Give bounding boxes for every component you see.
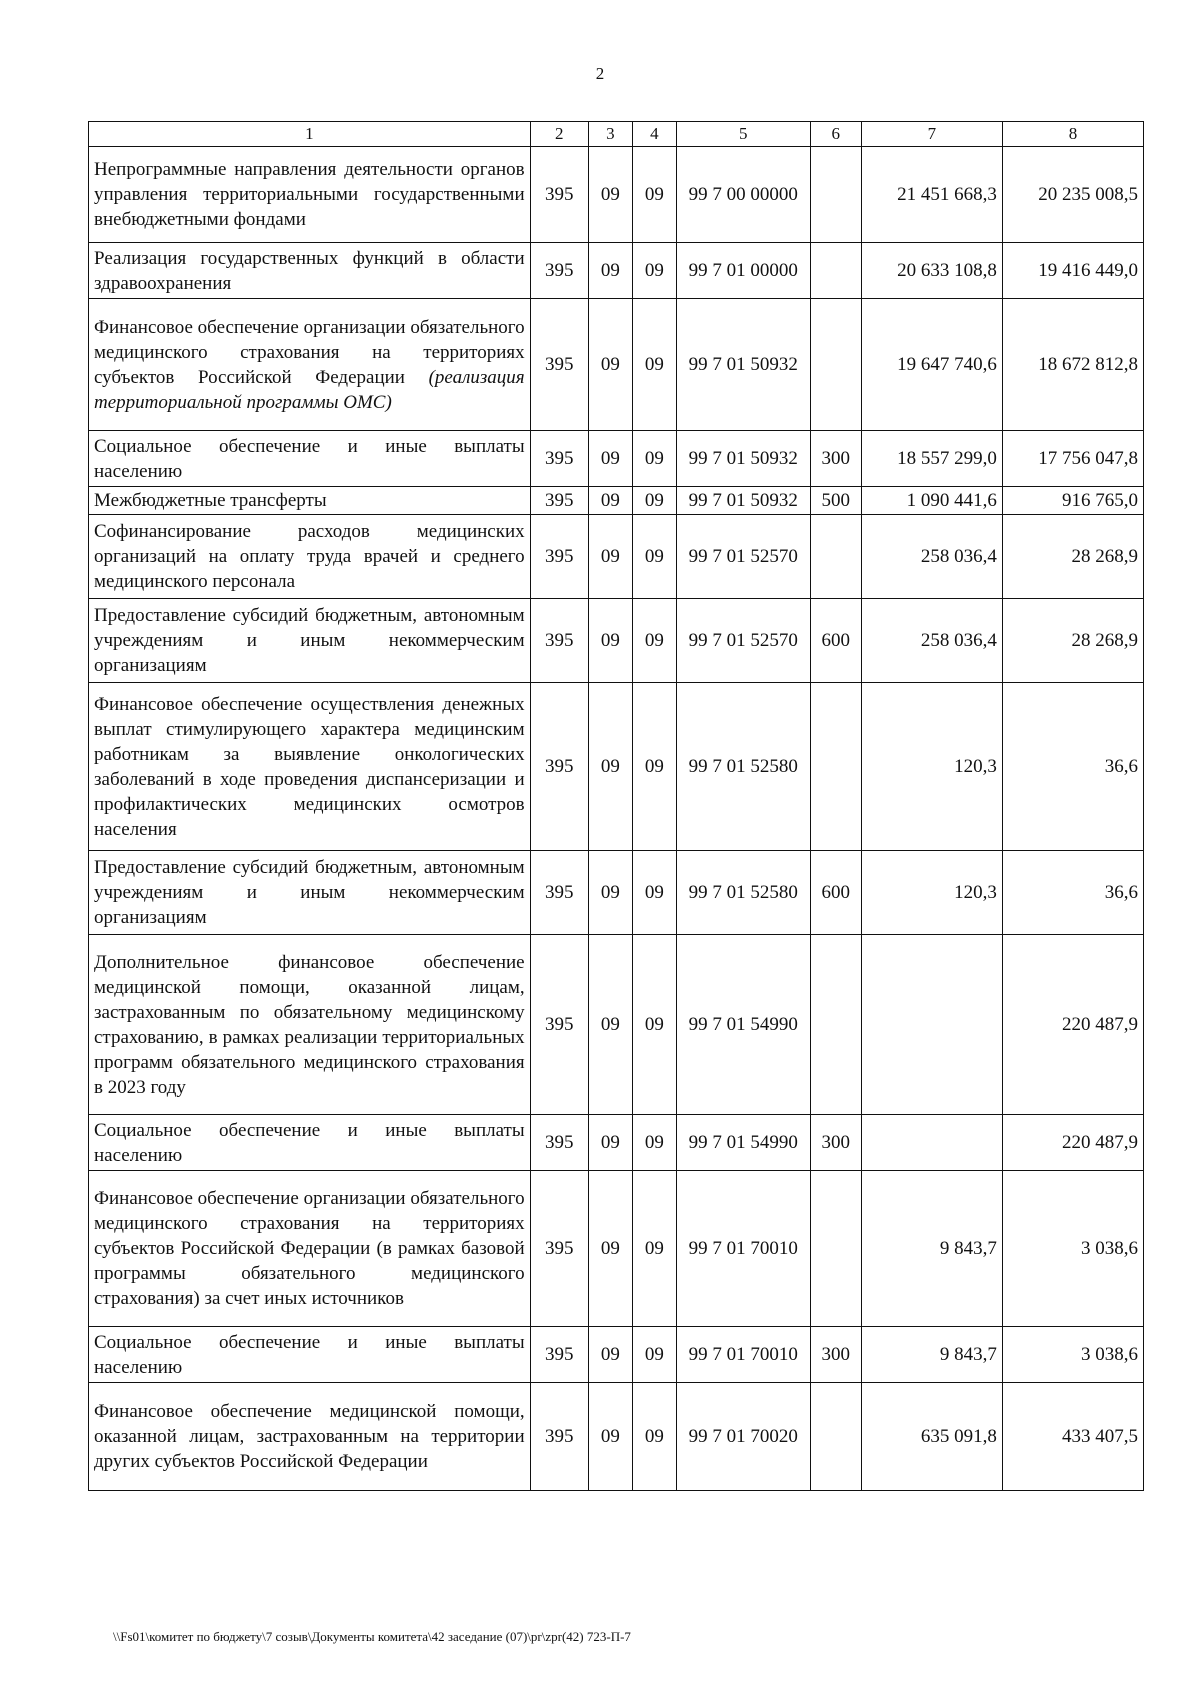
row-name-cell bbox=[89, 1171, 531, 1327]
section-code-cell: 09 bbox=[588, 935, 632, 1115]
amount-cell bbox=[861, 1115, 1002, 1171]
amount-cell: 258 036,4 bbox=[861, 515, 1002, 599]
ministry-code-cell: 395 bbox=[530, 147, 588, 243]
target-article-cell: 99 7 01 70020 bbox=[676, 1383, 810, 1491]
ministry-code-cell: 395 bbox=[530, 487, 588, 515]
target-article-cell: 99 7 01 70010 bbox=[676, 1171, 810, 1327]
section-code-cell: 09 bbox=[588, 243, 632, 299]
ministry-code-cell: 395 bbox=[530, 243, 588, 299]
target-article-cell: 99 7 01 52570 bbox=[676, 599, 810, 683]
ministry-code-cell: 395 bbox=[530, 1383, 588, 1491]
ministry-code-cell: 395 bbox=[530, 1115, 588, 1171]
subsection-code-cell: 09 bbox=[632, 1327, 676, 1383]
section-code-cell: 09 bbox=[588, 683, 632, 851]
target-article-cell: 99 7 01 52580 bbox=[676, 683, 810, 851]
amount-cell: 28 268,9 bbox=[1002, 515, 1143, 599]
expense-type-cell: 500 bbox=[810, 487, 861, 515]
column-header: 3 bbox=[588, 122, 632, 147]
row-name-cell bbox=[89, 487, 531, 515]
target-article-cell: 99 7 01 00000 bbox=[676, 243, 810, 299]
expense-type-cell: 300 bbox=[810, 1115, 861, 1171]
target-article-cell: 99 7 01 50932 bbox=[676, 431, 810, 487]
target-article-cell: 99 7 01 50932 bbox=[676, 299, 810, 431]
target-article-cell: 99 7 01 50932 bbox=[676, 487, 810, 515]
budget-table bbox=[88, 121, 1144, 1491]
table-row bbox=[89, 1115, 1144, 1171]
table-row bbox=[89, 487, 1144, 515]
table-row bbox=[89, 243, 1144, 299]
ministry-code-cell: 395 bbox=[530, 299, 588, 431]
ministry-code-cell: 395 bbox=[530, 1327, 588, 1383]
row-name-cell bbox=[89, 1115, 531, 1171]
expense-type-cell: 300 bbox=[810, 431, 861, 487]
section-code-cell: 09 bbox=[588, 851, 632, 935]
row-name-cell bbox=[89, 299, 531, 431]
row-name: Финансовое обеспечение организации обязательного медицинского страхования на территориях субъектов Российской Федерации bbox=[94, 316, 525, 388]
target-article-cell: 99 7 01 70010 bbox=[676, 1327, 810, 1383]
row-name: Межбюджетные трансферты bbox=[94, 490, 327, 511]
expense-type-cell bbox=[810, 147, 861, 243]
amount-cell: 220 487,9 bbox=[1002, 935, 1143, 1115]
amount-cell: 258 036,4 bbox=[861, 599, 1002, 683]
table-body bbox=[89, 147, 1144, 1491]
expense-type-cell bbox=[810, 1171, 861, 1327]
section-code-cell: 09 bbox=[588, 431, 632, 487]
section-code-cell: 09 bbox=[588, 1327, 632, 1383]
row-name-cell bbox=[89, 431, 531, 487]
row-name: Предоставление субсидий бюджетным, автономным учреждениям и иным некоммерческим организациям bbox=[94, 605, 525, 676]
target-article-cell: 99 7 01 54990 bbox=[676, 1115, 810, 1171]
row-name: Социальное обеспечение и иные выплаты населению bbox=[94, 1119, 525, 1166]
file-path-footer: \\Fs01\комитет по бюджету\7 созыв\Документы комитета\42 заседание (07)\pr\zpr(42) 723-П-7 bbox=[113, 1629, 631, 1644]
table-row bbox=[89, 851, 1144, 935]
column-header: 8 bbox=[1002, 122, 1143, 147]
ministry-code-cell: 395 bbox=[530, 515, 588, 599]
amount-cell: 120,3 bbox=[861, 851, 1002, 935]
amount-cell: 18 557 299,0 bbox=[861, 431, 1002, 487]
column-header: 4 bbox=[632, 122, 676, 147]
ministry-code-cell: 395 bbox=[530, 599, 588, 683]
row-name: Финансовое обеспечение медицинской помощи, оказанной лицам, застрахованным на территории других субъектов Российской Федерации bbox=[94, 1401, 525, 1472]
column-header: 2 bbox=[530, 122, 588, 147]
row-name: Финансовое обеспечение организации обязательного медицинского страхования на территориях субъектов Российской Федерации (в рамках базовой программы обязательного медицинского страхования) за счет иных источников bbox=[94, 1188, 525, 1309]
target-article-cell: 99 7 00 00000 bbox=[676, 147, 810, 243]
table-row bbox=[89, 599, 1144, 683]
ministry-code-cell: 395 bbox=[530, 1171, 588, 1327]
row-name-cell bbox=[89, 851, 531, 935]
subsection-code-cell: 09 bbox=[632, 147, 676, 243]
table-row bbox=[89, 683, 1144, 851]
amount-cell: 28 268,9 bbox=[1002, 599, 1143, 683]
subsection-code-cell: 09 bbox=[632, 487, 676, 515]
ministry-code-cell: 395 bbox=[530, 683, 588, 851]
table-row bbox=[89, 515, 1144, 599]
subsection-code-cell: 09 bbox=[632, 515, 676, 599]
amount-cell: 18 672 812,8 bbox=[1002, 299, 1143, 431]
amount-cell: 17 756 047,8 bbox=[1002, 431, 1143, 487]
column-header: 1 bbox=[89, 122, 531, 147]
row-name: Социальное обеспечение и иные выплаты населению bbox=[94, 435, 525, 482]
amount-cell: 1 090 441,6 bbox=[861, 487, 1002, 515]
subsection-code-cell: 09 bbox=[632, 299, 676, 431]
table-header-row bbox=[89, 122, 1144, 147]
row-name-cell bbox=[89, 147, 531, 243]
amount-cell: 21 451 668,3 bbox=[861, 147, 1002, 243]
column-header: 6 bbox=[810, 122, 861, 147]
table-row bbox=[89, 1383, 1144, 1491]
row-name-cell bbox=[89, 515, 531, 599]
target-article-cell: 99 7 01 54990 bbox=[676, 935, 810, 1115]
section-code-cell: 09 bbox=[588, 599, 632, 683]
expense-type-cell bbox=[810, 515, 861, 599]
page-number: 2 bbox=[595, 64, 605, 83]
amount-cell: 20 235 008,5 bbox=[1002, 147, 1143, 243]
section-code-cell: 09 bbox=[588, 487, 632, 515]
section-code-cell: 09 bbox=[588, 515, 632, 599]
subsection-code-cell: 09 bbox=[632, 243, 676, 299]
amount-cell: 220 487,9 bbox=[1002, 1115, 1143, 1171]
row-name-cell bbox=[89, 935, 531, 1115]
amount-cell: 3 038,6 bbox=[1002, 1327, 1143, 1383]
row-name-cell bbox=[89, 599, 531, 683]
row-name: Софинансирование расходов медицинских организаций на оплату труда врачей и среднего медицинского персонала bbox=[94, 521, 525, 592]
subsection-code-cell: 09 bbox=[632, 1115, 676, 1171]
amount-cell: 916 765,0 bbox=[1002, 487, 1143, 515]
amount-cell: 36,6 bbox=[1002, 683, 1143, 851]
expense-type-cell: 300 bbox=[810, 1327, 861, 1383]
section-code-cell: 09 bbox=[588, 1171, 632, 1327]
row-name: Финансовое обеспечение осуществления денежных выплат стимулирующего характера медицинским работникам за выявление онкологических заболеваний в ходе проведения диспансеризации и профилактических медицинских осмотров населения bbox=[94, 693, 525, 840]
amount-cell: 3 038,6 bbox=[1002, 1171, 1143, 1327]
table-row bbox=[89, 299, 1144, 431]
amount-cell: 9 843,7 bbox=[861, 1171, 1002, 1327]
amount-cell: 433 407,5 bbox=[1002, 1383, 1143, 1491]
row-name-cell bbox=[89, 1327, 531, 1383]
row-name-cell bbox=[89, 1383, 531, 1491]
amount-cell: 19 647 740,6 bbox=[861, 299, 1002, 431]
expense-type-cell bbox=[810, 1383, 861, 1491]
subsection-code-cell: 09 bbox=[632, 851, 676, 935]
target-article-cell: 99 7 01 52570 bbox=[676, 515, 810, 599]
subsection-code-cell: 09 bbox=[632, 1171, 676, 1327]
table-row bbox=[89, 935, 1144, 1115]
expense-type-cell: 600 bbox=[810, 599, 861, 683]
column-header: 7 bbox=[861, 122, 1002, 147]
section-code-cell: 09 bbox=[588, 299, 632, 431]
row-name: Дополнительное финансовое обеспечение медицинской помощи, оказанной лицам, застрахованным по обязательному медицинскому страхованию, в рамках реализации территориальных программ обязательного медицинского страхования в 2023 году bbox=[94, 951, 525, 1098]
column-header: 5 bbox=[676, 122, 810, 147]
row-name: Социальное обеспечение и иные выплаты населению bbox=[94, 1331, 525, 1378]
target-article-cell: 99 7 01 52580 bbox=[676, 851, 810, 935]
amount-cell: 19 416 449,0 bbox=[1002, 243, 1143, 299]
table-row bbox=[89, 431, 1144, 487]
row-name: Предоставление субсидий бюджетным, автономным учреждениям и иным некоммерческим организациям bbox=[94, 857, 525, 928]
ministry-code-cell: 395 bbox=[530, 431, 588, 487]
row-name: Непрограммные направления деятельности органов управления территориальными государственными внебюджетными фондами bbox=[94, 159, 525, 230]
expense-type-cell bbox=[810, 299, 861, 431]
table-row bbox=[89, 1171, 1144, 1327]
ministry-code-cell: 395 bbox=[530, 935, 588, 1115]
subsection-code-cell: 09 bbox=[632, 599, 676, 683]
amount-cell: 9 843,7 bbox=[861, 1327, 1002, 1383]
amount-cell: 20 633 108,8 bbox=[861, 243, 1002, 299]
section-code-cell: 09 bbox=[588, 1383, 632, 1491]
table-row bbox=[89, 147, 1144, 243]
expense-type-cell bbox=[810, 243, 861, 299]
amount-cell bbox=[861, 935, 1002, 1115]
amount-cell: 120,3 bbox=[861, 683, 1002, 851]
section-code-cell: 09 bbox=[588, 1115, 632, 1171]
section-code-cell: 09 bbox=[588, 147, 632, 243]
row-name: Реализация государственных функций в области здравоохранения bbox=[94, 247, 525, 294]
subsection-code-cell: 09 bbox=[632, 431, 676, 487]
subsection-code-cell: 09 bbox=[632, 1383, 676, 1491]
table-row bbox=[89, 1327, 1144, 1383]
expense-type-cell: 600 bbox=[810, 851, 861, 935]
row-name-cell bbox=[89, 243, 531, 299]
row-name-cell bbox=[89, 683, 531, 851]
subsection-code-cell: 09 bbox=[632, 683, 676, 851]
row-name-note: (реализация территориальной программы ОМС) bbox=[94, 366, 525, 413]
amount-cell: 635 091,8 bbox=[861, 1383, 1002, 1491]
amount-cell: 36,6 bbox=[1002, 851, 1143, 935]
expense-type-cell bbox=[810, 935, 861, 1115]
expense-type-cell bbox=[810, 683, 861, 851]
ministry-code-cell: 395 bbox=[530, 851, 588, 935]
subsection-code-cell: 09 bbox=[632, 935, 676, 1115]
